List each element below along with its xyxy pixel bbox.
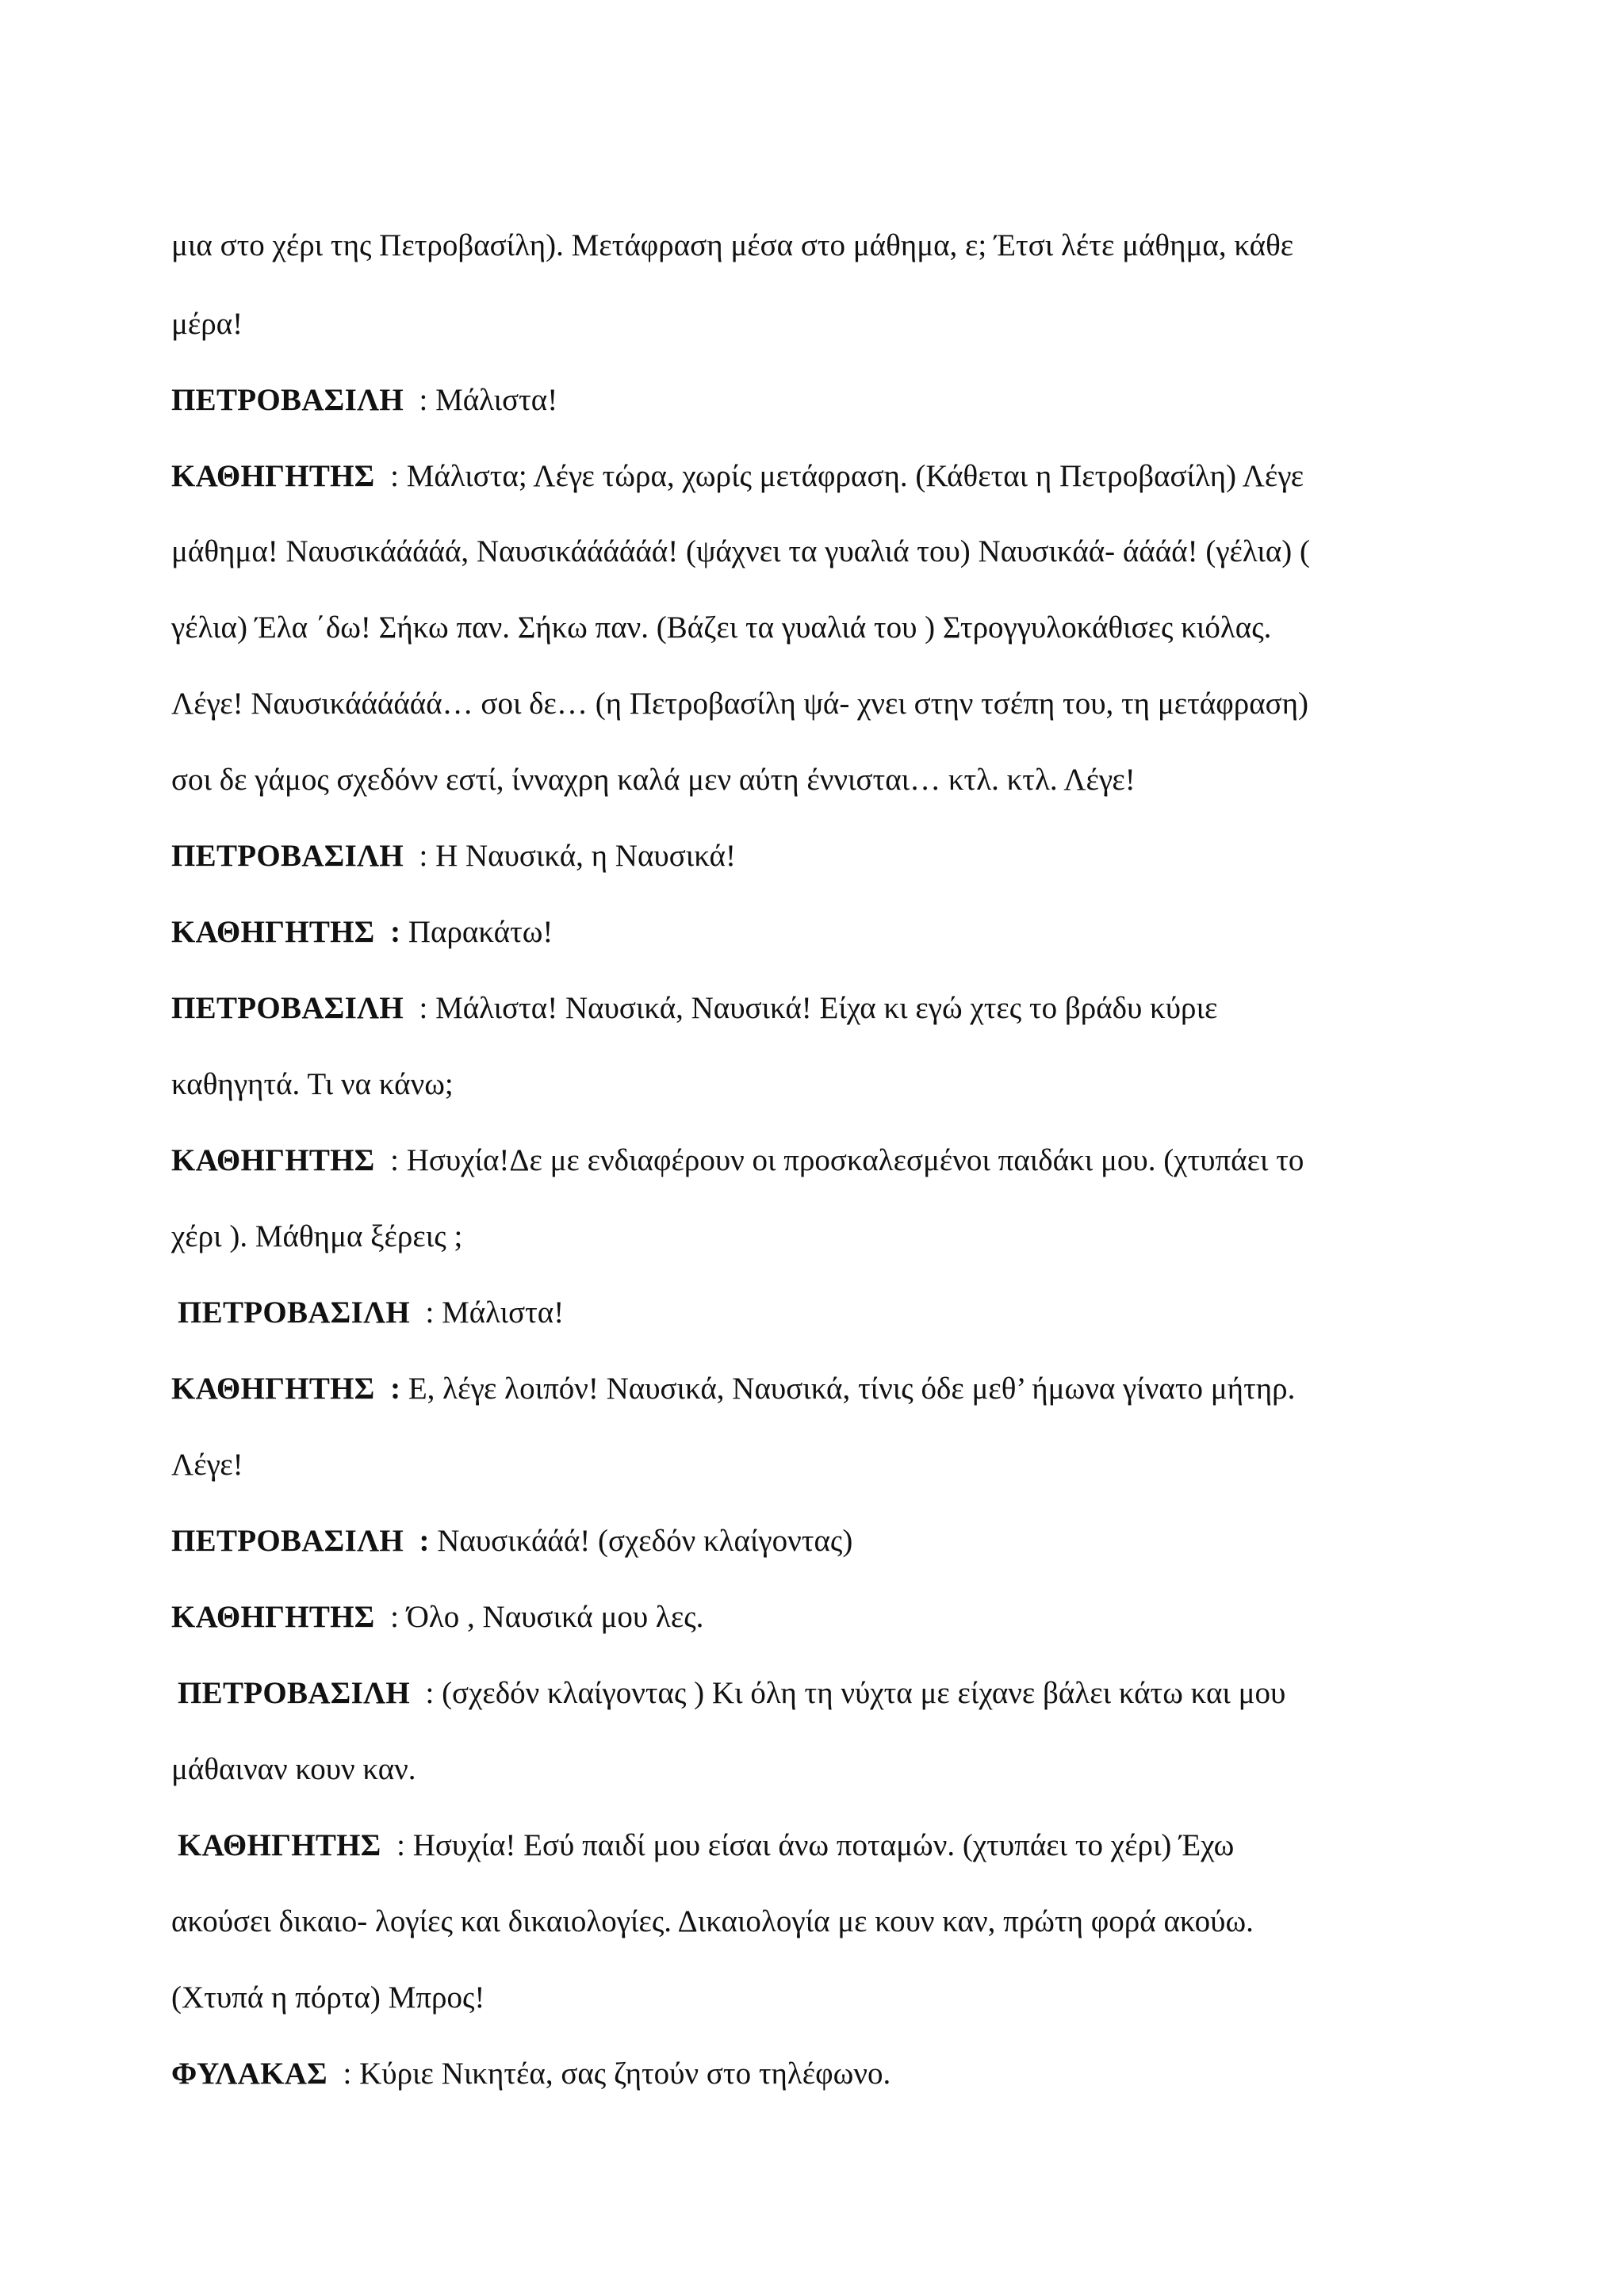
text-line xyxy=(171,1903,1254,1941)
dialogue-line xyxy=(171,989,1217,1027)
speaker-separator: : xyxy=(374,1600,407,1634)
speaker-separator: : xyxy=(327,2057,360,2091)
dialogue-text: Ναυσικάάά! (σχεδόν κλαίγοντας) xyxy=(437,1524,853,1558)
speaker-name: ΚΑΘΗΓΗΤΗΣ xyxy=(178,1828,381,1862)
speaker-name: ΠΕΤΡΟΒΑΣΙΛΗ xyxy=(171,383,404,417)
dialogue-text: (σχεδόν κλαίγοντας ) Κι όλη τη νύχτα με είχανε βάλει κάτω και μου xyxy=(442,1676,1286,1710)
text-line xyxy=(171,1066,454,1104)
text-line xyxy=(171,227,1293,265)
speaker-separator: : xyxy=(403,383,436,417)
dialogue-line xyxy=(171,381,557,419)
speaker-name: ΠΕΤΡΟΒΑΣΙΛΗ xyxy=(171,839,404,873)
line-text: μια στο χέρι της Πετροβασίλη). Μετάφραση μέσα στο μάθημα, ε; Έτσι λέτε μάθημα, κάθε xyxy=(171,228,1294,262)
text-line xyxy=(171,1446,243,1484)
dialogue-line xyxy=(171,837,736,875)
speaker-name: ΚΑΘΗΓΗΤΗΣ xyxy=(171,1372,375,1406)
speaker-separator: : xyxy=(374,459,407,493)
text-line xyxy=(171,305,243,343)
speaker-name: ΠΕΤΡΟΒΑΣΙΛΗ xyxy=(171,1524,404,1558)
speaker-name: ΚΑΘΗΓΗΤΗΣ xyxy=(171,1600,375,1634)
speaker-name: ΠΕΤΡΟΒΑΣΙΛΗ xyxy=(178,1676,410,1710)
dialogue-text: Μάλιστα; Λέγε τώρα, χωρίς μετάφραση. (Κάθεται η Πετροβασίλη) Λέγε xyxy=(406,459,1304,493)
speaker-separator: : xyxy=(381,1828,413,1862)
speaker-separator: : xyxy=(409,1295,442,1330)
text-line xyxy=(171,685,1308,723)
dialogue-text: Μάλιστα! xyxy=(442,1295,565,1330)
line-text: (Χτυπά η πόρτα) Μπρος! xyxy=(171,1980,485,2015)
dialogue-text: Όλο , Ναυσικά μου λες. xyxy=(406,1600,704,1634)
line-text: καθηγητά. Τι να κάνω; xyxy=(171,1067,454,1101)
dialogue-line xyxy=(171,2055,891,2093)
text-line xyxy=(171,533,1310,571)
speaker-separator: : xyxy=(403,1524,438,1558)
dialogue-text: Κύριε Νικητέα, σας ζητούν στο τηλέφωνο. xyxy=(359,2057,891,2091)
line-text: σοι δε γάμος σχεδόνν εστί, ίνναχρη καλά μεν αύτη έννισται… κτλ. κτλ. Λέγε! xyxy=(171,763,1136,797)
line-text: μέρα! xyxy=(171,307,243,341)
line-text: Λέγε! Ναυσικάάάάάά… σοι δε… (η Πετροβασίλη ψά- χνει στην τσέπη του, τη μετάφραση) xyxy=(171,687,1309,721)
dialogue-text: Μάλιστα! xyxy=(435,383,558,417)
speaker-separator: : xyxy=(374,1372,408,1406)
dialogue-line xyxy=(171,913,553,951)
dialogue-line xyxy=(178,1674,1285,1712)
dialogue-text: Η Ναυσικά, η Ναυσικά! xyxy=(435,839,736,873)
speaker-separator: : xyxy=(403,991,436,1025)
dialogue-text: Ησυχία! Εσύ παιδί μου είσαι άνω ποταμών. (χτυπάει το χέρι) Έχω xyxy=(412,1828,1235,1862)
text-line xyxy=(171,761,1136,799)
dialogue-line xyxy=(171,1598,703,1636)
line-text: μάθημα! Ναυσικάάάάά, Ναυσικάάάάάά! (ψάχνει τα γυαλιά του) Ναυσικάά- άάάά! (γέλια) ( xyxy=(171,534,1311,568)
line-text: μάθαιναν κουν καν. xyxy=(171,1752,416,1786)
speaker-name: ΠΕΤΡΟΒΑΣΙΛΗ xyxy=(178,1295,410,1330)
line-text: χέρι ). Μάθημα ξέρεις ; xyxy=(171,1219,463,1253)
text-line xyxy=(171,1751,416,1789)
speaker-name: ΚΑΘΗΓΗΤΗΣ xyxy=(171,459,375,493)
text-line xyxy=(171,1979,485,2017)
speaker-separator: : xyxy=(403,839,436,873)
speaker-name: ΦΥΛΑΚΑΣ xyxy=(171,2057,327,2091)
dialogue-text: Ε, λέγε λοιπόν! Ναυσικά, Ναυσικά, τίνις όδε μεθ’ ήμωνα γίνατο μήτηρ. xyxy=(408,1372,1296,1406)
dialogue-line xyxy=(171,1522,852,1560)
text-line xyxy=(171,609,1271,647)
text-line xyxy=(171,1218,462,1256)
speaker-name: ΚΑΘΗΓΗΤΗΣ xyxy=(171,915,375,949)
dialogue-line xyxy=(178,1294,564,1332)
speaker-name: ΠΕΤΡΟΒΑΣΙΛΗ xyxy=(171,991,404,1025)
dialogue-line xyxy=(171,1370,1295,1408)
dialogue-text: Ησυχία!Δε με ενδιαφέρουν οι προσκαλεσμένοι παιδάκι μου. (χτυπάει το xyxy=(406,1143,1304,1177)
line-text: Λέγε! xyxy=(171,1448,243,1482)
dialogue-text: Μάλιστα! Ναυσικά, Ναυσικά! Είχα κι εγώ χτες το βράδυ κύριε xyxy=(435,991,1218,1025)
speaker-name: ΚΑΘΗΓΗΤΗΣ xyxy=(171,1143,375,1177)
line-text: γέλια) Έλα ΄δω! Σήκω παν. Σήκω παν. (Βάζει τα γυαλιά του ) Στρογγυλοκάθισες κιόλας. xyxy=(171,610,1272,645)
dialogue-line xyxy=(171,1142,1304,1180)
speaker-separator: : xyxy=(374,1143,407,1177)
dialogue-line xyxy=(171,457,1304,496)
dialogue-line xyxy=(178,1827,1234,1865)
speaker-separator: : xyxy=(374,915,408,949)
line-text: ακούσει δικαιο- λογίες και δικαιολογίες. Δικαιολογία με κουν καν, πρώτη φορά ακούω. xyxy=(171,1904,1254,1938)
speaker-separator: : xyxy=(409,1676,442,1710)
dialogue-text: Παρακάτω! xyxy=(408,915,553,949)
